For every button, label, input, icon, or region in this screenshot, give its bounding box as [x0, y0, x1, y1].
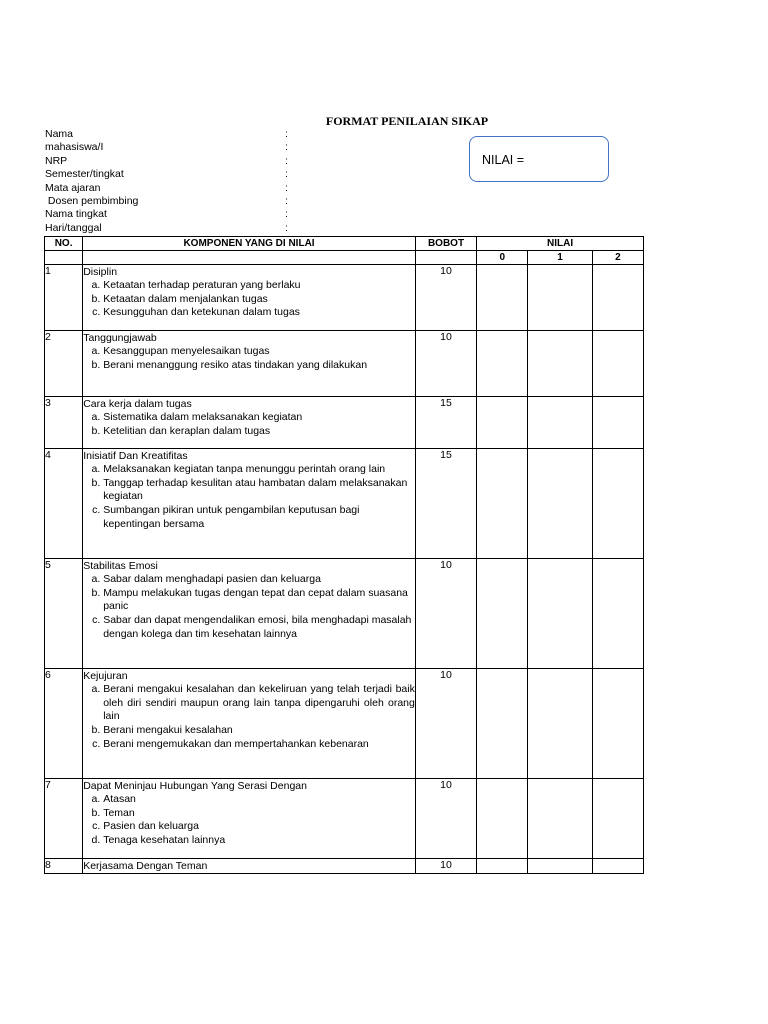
info-field-colon: : [285, 221, 288, 234]
score-col-0: 0 [477, 251, 528, 265]
score-cell-1[interactable] [528, 331, 592, 397]
score-cell-0[interactable] [477, 265, 528, 331]
score-cell-2[interactable] [592, 449, 643, 559]
table-row [45, 669, 644, 779]
info-field-colon: : [285, 154, 288, 167]
info-field-row [45, 195, 305, 208]
component-item: a. Sistematika dalam melaksanakan kegiatan [103, 411, 415, 425]
table-row [45, 265, 644, 331]
table-row [45, 331, 644, 397]
component-items [83, 683, 415, 752]
row-component [83, 397, 416, 449]
component-item: c. Sumbangan pikiran untuk pengambilan keputusan bagi kepentingan bersama [103, 504, 415, 531]
score-cell-2[interactable] [592, 779, 643, 859]
score-cell-1[interactable] [528, 265, 592, 331]
info-field-row [45, 208, 305, 221]
score-cell-1[interactable] [528, 559, 592, 669]
component-items [83, 463, 415, 532]
row-bobot: 15 [415, 397, 476, 449]
nilai-box [469, 136, 609, 182]
score-cell-0[interactable] [477, 559, 528, 669]
row-bobot: 10 [415, 265, 476, 331]
score-cell-1[interactable] [528, 449, 592, 559]
nilai-label: NILAI = [482, 153, 525, 167]
score-cell-2[interactable] [592, 559, 643, 669]
row-component [83, 859, 416, 874]
component-item: a. Kesanggupan menyelesaikan tugas [103, 345, 415, 359]
form-title: FORMAT PENILAIAN SIKAP [325, 114, 489, 128]
info-field-row [45, 128, 305, 141]
component-title: Dapat Meninjau Hubungan Yang Serasi Dengan [83, 780, 307, 792]
component-items [83, 411, 415, 438]
component-item: a. Ketaatan terhadap peraturan yang berlaku [103, 279, 415, 293]
score-cell-1[interactable] [528, 779, 592, 859]
table-row [45, 449, 644, 559]
row-component [83, 265, 416, 331]
row-component [83, 779, 416, 859]
component-item: b. Berani mengakui kesalahan [103, 724, 415, 738]
score-cell-1[interactable] [528, 397, 592, 449]
score-cell-0[interactable] [477, 669, 528, 779]
info-field-row [45, 168, 305, 181]
info-field-label: Semester/tingkat [45, 168, 124, 181]
component-items [83, 279, 415, 320]
assessment-table [44, 236, 644, 874]
score-cell-0[interactable] [477, 397, 528, 449]
component-item: b. Ketaatan dalam menjalankan tugas [103, 293, 415, 307]
info-field-colon: : [285, 168, 288, 181]
row-bobot: 10 [415, 669, 476, 779]
component-items [83, 573, 415, 642]
info-field-label: Hari/tanggal [45, 221, 102, 234]
subheader-empty [45, 251, 83, 265]
info-field-label: mahasiswa/I [45, 141, 104, 154]
score-col-1: 1 [528, 251, 592, 265]
component-title: Stabilitas Emosi [83, 560, 158, 572]
header-nilai: NILAI [477, 237, 644, 251]
component-item: c. Pasien dan keluarga [103, 820, 415, 834]
component-item: a. Sabar dalam menghadapi pasien dan keluarga [103, 573, 415, 587]
score-col-2: 2 [592, 251, 643, 265]
row-number: 3 [45, 397, 83, 449]
subheader-empty [415, 251, 476, 265]
info-field-colon: : [285, 208, 288, 221]
score-cell-0[interactable] [477, 331, 528, 397]
component-item: c. Berani mengemukakan dan mempertahankan kebenaran [103, 738, 415, 752]
table-subheader-row [45, 251, 644, 265]
table-row [45, 559, 644, 669]
component-item: b. Mampu melakukan tugas dengan tepat dan cepat dalam suasana panic [103, 587, 415, 614]
row-number: 2 [45, 331, 83, 397]
score-cell-2[interactable] [592, 397, 643, 449]
component-item: d. Tenaga kesehatan lainnya [103, 834, 415, 848]
component-title: Disiplin [83, 266, 118, 278]
table-header-row [45, 237, 644, 251]
row-component [83, 331, 416, 397]
component-title: Cara kerja dalam tugas [83, 398, 192, 410]
component-title: Inisiatif Dan Kreatifitas [83, 450, 188, 462]
score-cell-2[interactable] [592, 669, 643, 779]
component-title: Kejujuran [83, 670, 128, 682]
row-number: 8 [45, 859, 83, 874]
component-items [83, 793, 415, 848]
header-komponen: KOMPONEN YANG DI NILAI [83, 237, 416, 251]
score-cell-2[interactable] [592, 331, 643, 397]
component-item: b. Teman [103, 807, 415, 821]
info-field-colon: : [285, 194, 288, 207]
row-number: 1 [45, 265, 83, 331]
subheader-empty [83, 251, 416, 265]
score-cell-2[interactable] [592, 859, 643, 874]
row-component [83, 559, 416, 669]
score-cell-1[interactable] [528, 669, 592, 779]
info-field-label: Mata ajaran [45, 181, 101, 194]
row-number: 6 [45, 669, 83, 779]
score-cell-1[interactable] [528, 859, 592, 874]
info-field-row [45, 182, 305, 195]
component-title: Tanggungjawab [83, 332, 157, 344]
table-row [45, 397, 644, 449]
info-field-label: Dosen pembimbing [45, 194, 139, 207]
component-item: a. Berani mengakui kesalahan dan kekeliruan yang telah terjadi baik oleh diri sendiri maupun orang lain tanpa dipengaruhi oleh orang lain [103, 683, 415, 724]
header-bobot: BOBOT [415, 237, 476, 251]
score-cell-2[interactable] [592, 265, 643, 331]
row-component [83, 669, 416, 779]
table-row [45, 779, 644, 859]
row-number: 5 [45, 559, 83, 669]
table-row [45, 859, 644, 874]
component-item: a. Atasan [103, 793, 415, 807]
component-item: c. Kesungguhan dan ketekunan dalam tugas [103, 306, 415, 320]
row-component [83, 449, 416, 559]
info-field-row [45, 141, 305, 154]
row-bobot: 10 [415, 559, 476, 669]
component-items [83, 345, 415, 372]
info-field-label: Nama tingkat [45, 208, 107, 221]
component-title: Kerjasama Dengan Teman [83, 860, 208, 872]
component-item: b. Berani menanggung resiko atas tindakan yang dilakukan [103, 359, 415, 373]
component-item: c. Sabar dan dapat mengendalikan emosi, bila menghadapi masalah dengan kolega dan tim kesehatan lainnya [103, 614, 415, 641]
row-number: 7 [45, 779, 83, 859]
score-cell-0[interactable] [477, 779, 528, 859]
info-field-colon: : [285, 181, 288, 194]
score-cell-0[interactable] [477, 859, 528, 874]
info-field-row [45, 222, 305, 235]
row-bobot: 10 [415, 779, 476, 859]
row-bobot: 10 [415, 859, 476, 874]
info-fields [45, 128, 305, 235]
info-field-colon: : [285, 128, 288, 140]
component-item: b. Tanggap terhadap kesulitan atau hambatan dalam melaksanakan kegiatan [103, 477, 415, 504]
info-field-label: NRP [45, 154, 68, 167]
score-cell-0[interactable] [477, 449, 528, 559]
row-bobot: 10 [415, 331, 476, 397]
info-field-row [45, 155, 305, 168]
component-item: a. Melaksanakan kegiatan tanpa menunggu perintah orang lain [103, 463, 415, 477]
info-field-colon: : [285, 141, 288, 154]
header-no: NO. [45, 237, 83, 251]
row-number: 4 [45, 449, 83, 559]
component-item: b. Ketelitian dan keraplan dalam tugas [103, 425, 415, 439]
row-bobot: 15 [415, 449, 476, 559]
info-field-label: Nama [45, 128, 74, 140]
